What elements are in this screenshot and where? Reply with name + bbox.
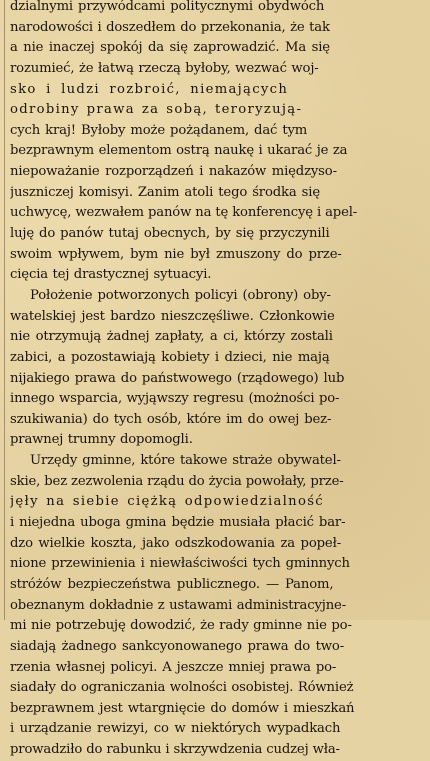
text-line: i urządzanie rewizyi, co w niektórych wypadkach (10, 721, 341, 737)
text-line: nione przewinienia i niewłaściwości tych gminnych (10, 556, 350, 572)
text-line: szukiwania) do tych osób, które im do owej bez- (10, 411, 332, 427)
text-line: bezprawnym elementom ostrą naukę i ukarać je za (10, 143, 348, 159)
text-line: mi nie potrzebuję dowodzić, że rady gminne nie po- (10, 618, 352, 634)
text-line: rozumieć, że łatwą rzeczą byłoby, wezwać woj- (10, 60, 319, 76)
text-line: siadają żadnego sankcyonowanego prawa do two- (10, 638, 345, 654)
column-divider (4, 0, 5, 620)
text-line: zabici, a pozostawiają kobiety i dzieci, nie mają (10, 349, 330, 365)
text-line: siadały do ograniczania wolności osobistej. Również (10, 680, 354, 696)
text-line: sko i ludzi rozbroić, niemających (10, 81, 289, 97)
text-line: narodowości i doszedłem do przekonania, że tak (10, 19, 330, 35)
text-line: i niejedna uboga gmina będzie musiała płacić bar- (10, 515, 346, 531)
text-line: swoim wpływem, bym nie był zmuszony do prze- (10, 246, 342, 262)
text-line: nie otrzymują żadnej zapłaty, a ci, którzy zostali (10, 329, 333, 345)
text-line: cych kraj! Byłoby może pożądanem, dać tym (10, 122, 308, 138)
text-line: dzo wielkie koszta, jako odszkodowania za popeł- (10, 535, 342, 551)
text-line: prowadziło do rabunku i skrzywdzenia cudzej wła- (10, 742, 340, 758)
text-line: uchwycę, wezwałem panów na tę konferencyę i apel- (10, 205, 358, 221)
text-line: juszniczej komisyi. Zanim atoli tego środka się (10, 184, 320, 200)
text-line: watelskiej jest bardzo nieszczęśliwe. Członkowie (10, 308, 335, 324)
text-line: dzialnymi przywódcami politycznymi obydwóch (10, 0, 325, 14)
text-line: odrobiny prawa za sobą, teroryzują- (10, 102, 303, 118)
article-text (10, 0, 428, 761)
text-line: a nie inaczej spokój da się zaprowadzić. Ma się (10, 40, 330, 56)
text-line: bezprawnem jest wtargnięcie do domów i mieszkań (10, 700, 355, 716)
text-line: prawnej trumny dopomogli. (10, 432, 193, 448)
text-line: obeznanym dokładnie z ustawami administracyjne- (10, 597, 347, 613)
text-line: jęły na siebie ciężką odpowiedzialność (10, 494, 324, 510)
text-line: luję do panów tutaj obecnych, by się przyczynili (10, 226, 330, 242)
text-line: stróżów bezpieczeństwa publicznego. — Panom, (10, 576, 334, 592)
text-line: Urzędy gminne, które takowe straże obywatel- (30, 453, 341, 469)
text-line: nijakiego prawa do państwowego (rządowego) lub (10, 370, 345, 386)
text-line: rzenia własnej policyi. A jeszcze mniej prawa po- (10, 659, 337, 675)
text-line: Położenie potworzonych policyi (obrony) oby- (30, 287, 331, 303)
text-line: cięcia tej drastycznej sytuacyi. (10, 267, 212, 283)
text-line: skie, bez zezwolenia rządu do życia powołały, prze- (10, 473, 344, 489)
text-line: niepoważanie rozporządzeń i nakazów międzyso- (10, 164, 337, 180)
text-line: innego wsparcia, wyjąwszy regresu (możności po- (10, 391, 340, 407)
